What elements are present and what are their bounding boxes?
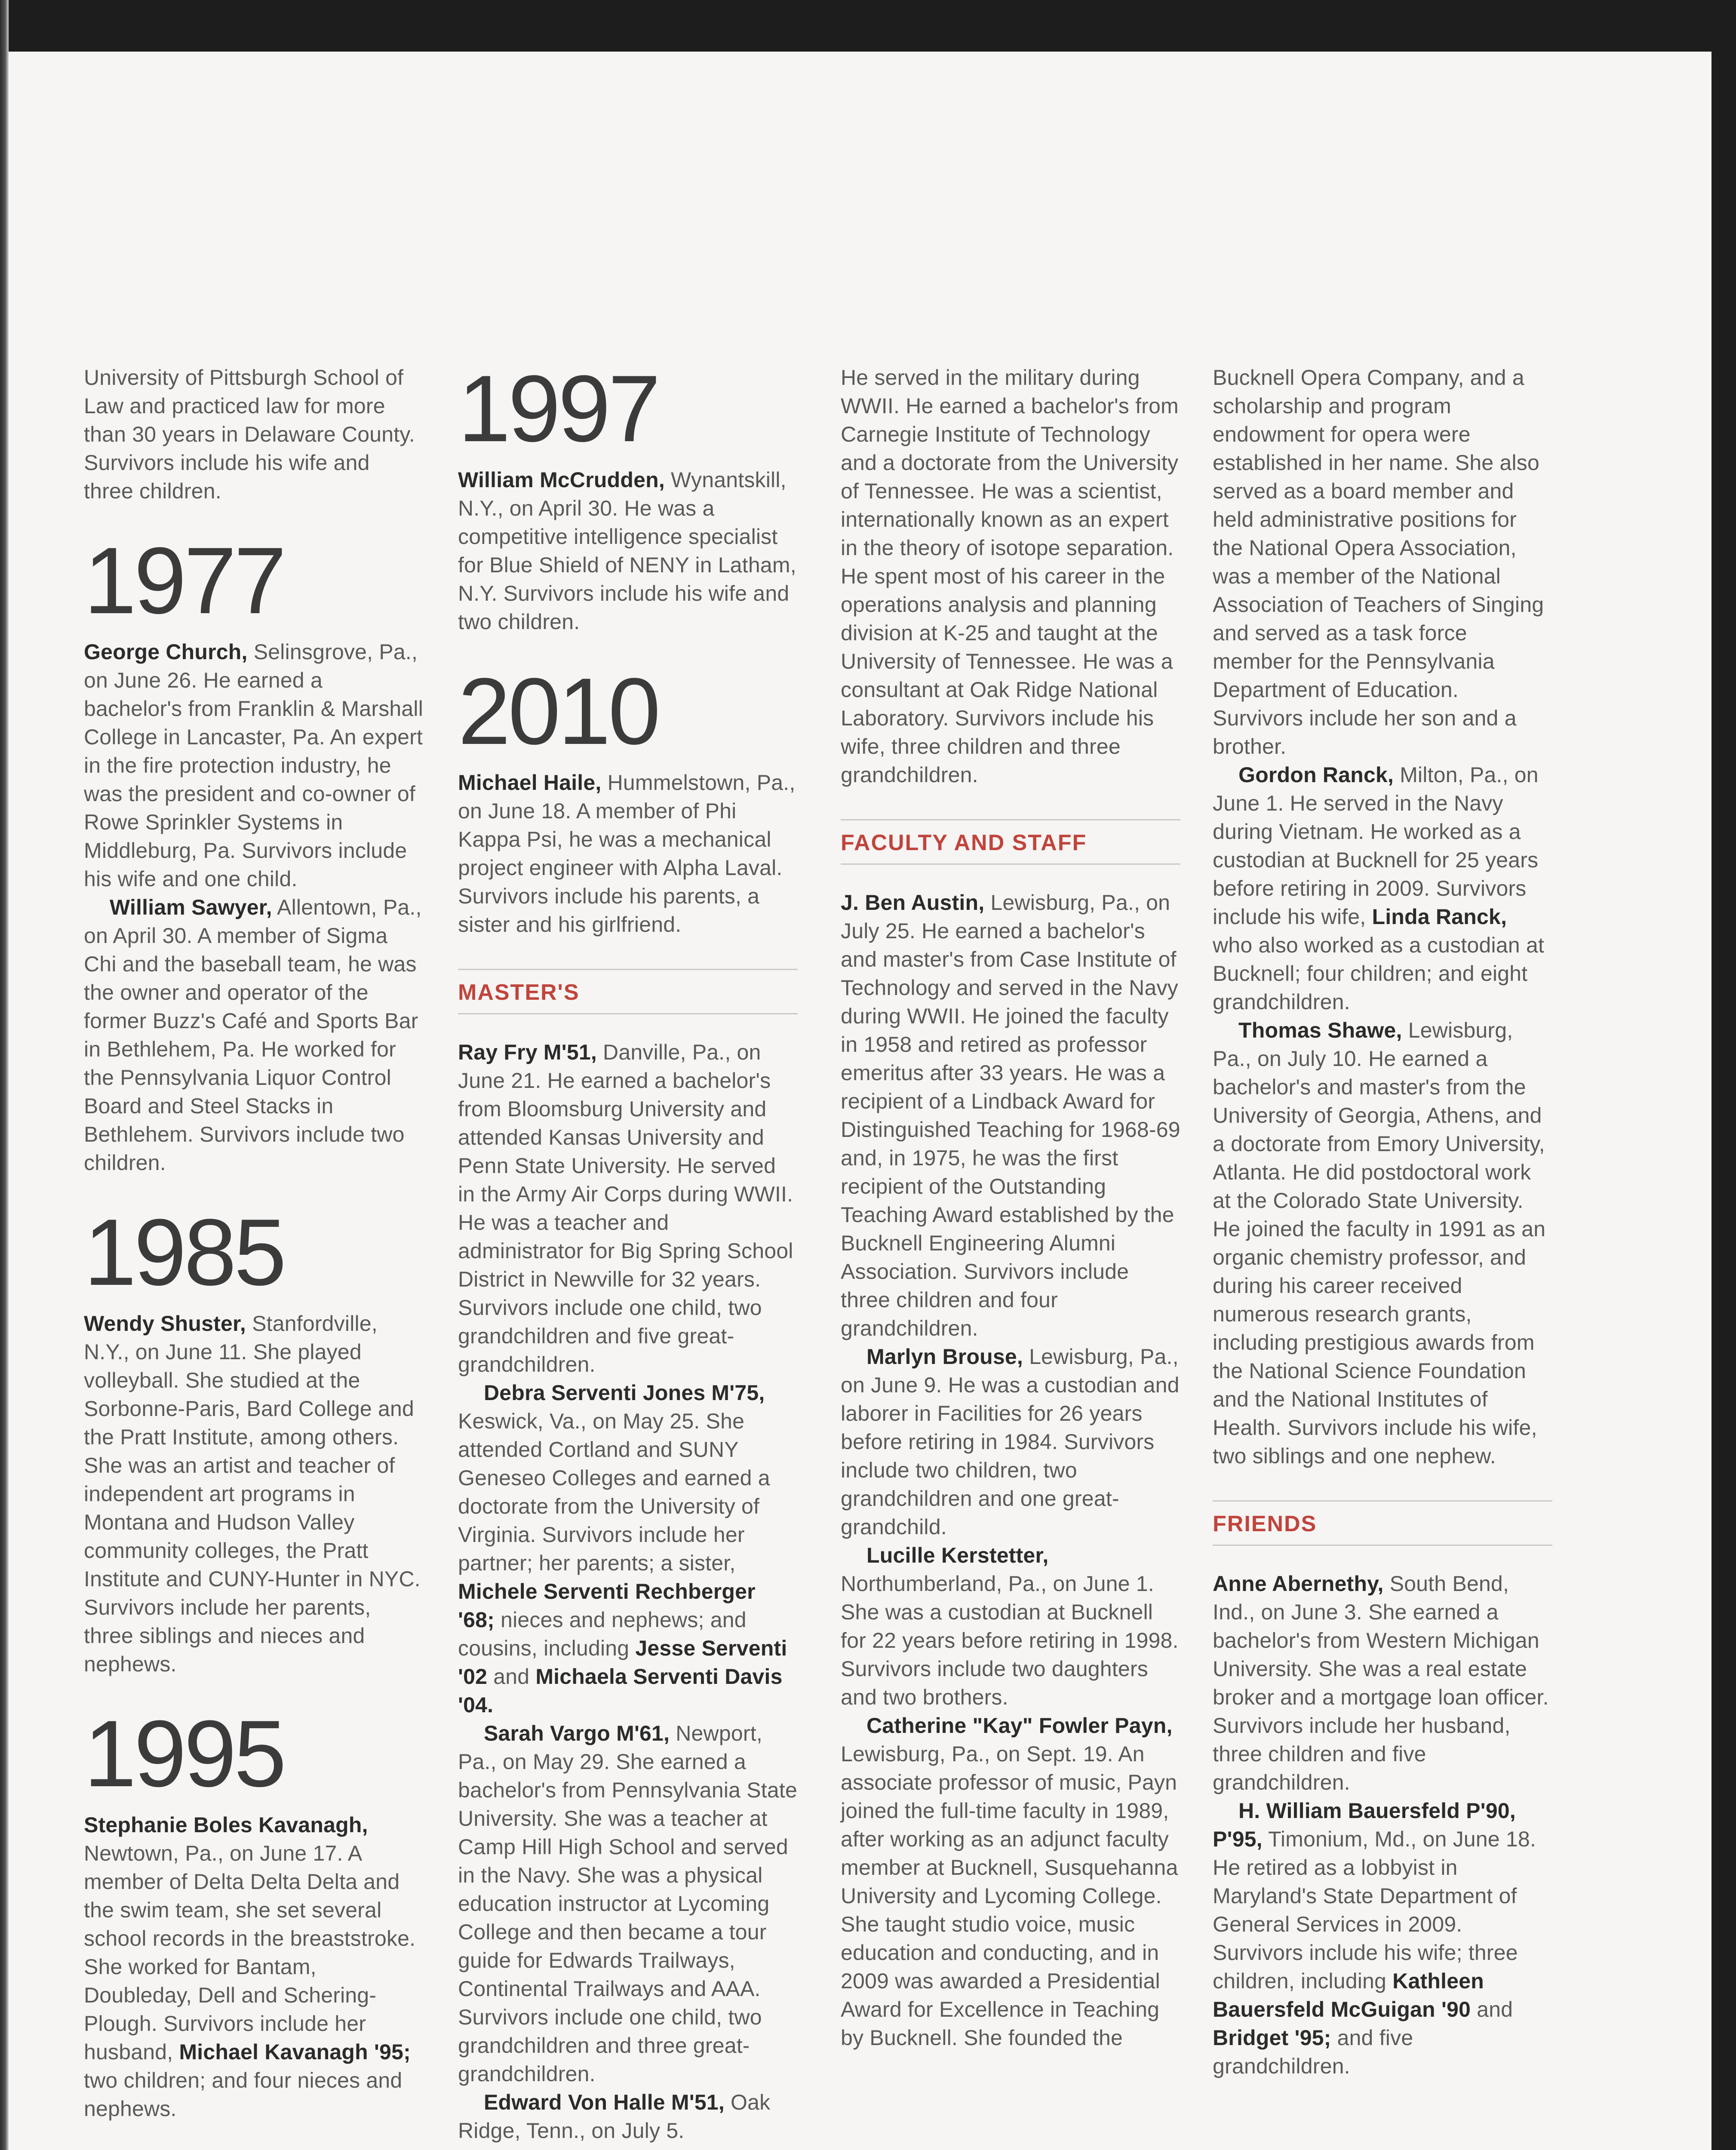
- obituary-name: Edward Von Halle M'51,: [484, 2090, 725, 2114]
- obituary-text: Oak Ridge, Tenn., on July 5.: [458, 2090, 771, 2143]
- obituary-entry: [458, 1719, 798, 2088]
- obituary-name: Gordon Ranck,: [1238, 763, 1394, 787]
- obituary-name: Sarah Vargo M'61,: [484, 1721, 670, 1745]
- column-3: [841, 363, 1180, 2052]
- obituary-text: Hummelstown, Pa., on June 18. A member of Phi Kappa Psi, he was a mechanical project engineer with Alpha Laval. Survivors include his parents, a sister and his girlfriend.: [458, 771, 796, 937]
- obituary-name: Stephanie Boles Kavanagh,: [84, 1813, 368, 1837]
- obituary-entry: [1213, 1016, 1552, 1470]
- obituary-entry: [1213, 1797, 1552, 2080]
- obituary-text: Stanfordville, N.Y., on June 11. She played volleyball. She studied at the Sorbonne-Paris, Bard College and the Pratt Institute, among others. She was an artist and teacher of independent art programs in Montana and Hudson Valley community colleges, the Pratt Institute and CUNY-Hunter in NYC. Survivors include her parents, three siblings and nieces and nephews.: [84, 1312, 421, 1676]
- obituary-text: Lewisburg, Pa., on July 25. He earned a bachelor's and master's from Case Institute of Technology and served in the Navy during WWII. He joined the faculty in 1958 and retired as professor emeritus after 33 years. He was a recipient of a Lindback Award for Distinguished Teaching for 1968-69 and, in 1975, he was the first recipient of the Outstanding Teaching Award established by the Bucknell Engineering Alumni Association. Survivors include three children and four grandchildren.: [841, 891, 1180, 1340]
- obituary-text: and: [487, 1665, 536, 1689]
- section-heading-masters: MASTER'S: [458, 969, 798, 1014]
- obituary-text: two children; and four nieces and nephews.: [84, 2068, 403, 2121]
- relative-name: Kathleen Bauersfeld McGuigan '90: [1213, 1969, 1484, 2021]
- obituary-entry: [84, 1309, 424, 1678]
- obituary-entry: [84, 893, 424, 1177]
- obituary-name: George Church,: [84, 640, 248, 664]
- obituary-text: Newport, Pa., on May 29. She earned a bachelor's from Pennsylvania State University. She was a teacher at Camp Hill High School and served in the Navy. She was a physical education instructor at Lycoming College and then became a tour guide for Edwards Trailways, Continental Trailways and AAA. Survivors include one child, two grandchildren and three great-grandchildren.: [458, 1721, 797, 2086]
- obituary-text: and: [1471, 1997, 1513, 2021]
- obituary-name: Marlyn Brouse,: [866, 1345, 1023, 1369]
- section-heading-faculty-staff: FACULTY AND STAFF: [841, 819, 1180, 865]
- obituary-name: Ray Fry M'51,: [458, 1040, 597, 1064]
- column-2: [458, 356, 798, 2145]
- relative-name: Bridget '95;: [1213, 2026, 1331, 2050]
- section-heading-friends: FRIENDS: [1213, 1500, 1552, 1546]
- obituary-text: Newtown, Pa., on June 17. A member of Delta Delta Delta and the swim team, she set several school records in the breaststroke. She worked for Bantam, Doubleday, Dell and Schering-Plough. Survivors include her husband,: [84, 1841, 416, 2064]
- obituary-name: Catherine "Kay" Fowler Payn,: [866, 1714, 1173, 1738]
- obituary-text: Selinsgrove, Pa., on June 26. He earned a bachelor's from Franklin & Marshall College in Lancaster, Pa. An expert in the fire protection industry, he was the president and co-owner of Rowe Sprinkler Systems in Middleburg, Pa. Survivors include his wife and one child.: [84, 640, 424, 891]
- obituary-entry: [458, 1379, 798, 1719]
- obituary-entry: [1213, 761, 1552, 1016]
- obituary-entry: [458, 768, 798, 939]
- class-year-heading: 1977: [84, 528, 284, 633]
- obituary-name: Thomas Shawe,: [1238, 1018, 1402, 1042]
- obituary-name: Michael Haile,: [458, 771, 602, 795]
- obituary-name: Wendy Shuster,: [84, 1312, 246, 1336]
- class-year-heading: 2010: [458, 658, 658, 764]
- obituary-entry: [841, 1541, 1180, 1711]
- obituary-continued: Bucknell Opera Company, and a scholarship and program endowment for opera were established in her name. She also served as a board member and held administrative positions for the National Opera Association, was a member of the National Association of Teachers of Singing and served as a task force member for the Pennsylvania Department of Education. Survivors include her son and a brother.: [1213, 366, 1544, 759]
- obituary-name: William McCrudden,: [458, 468, 665, 492]
- relative-name: Linda Ranck,: [1372, 905, 1507, 929]
- relative-name: Michael Kavanagh '95;: [179, 2040, 411, 2064]
- obituary-text: who also worked as a custodian at Bucknell; four children; and eight grandchildren.: [1213, 933, 1544, 1014]
- obituary-name: Lucille Kerstetter,: [866, 1543, 1049, 1567]
- obituary-name: William Sawyer,: [110, 895, 272, 919]
- obituary-text: nieces and nephews; and cousins, including: [458, 1608, 747, 1660]
- obituary-text: and five grandchildren.: [1213, 2026, 1413, 2078]
- obituary-continued: University of Pittsburgh School of Law and practiced law for more than 30 years in Delaware County. Survivors include his wife and three children.: [84, 366, 415, 503]
- obituary-entry: [841, 1711, 1180, 2052]
- obituary-name: Debra Serventi Jones M'75,: [484, 1381, 765, 1405]
- relative-name: Michaela Serventi Davis '04.: [458, 1665, 783, 1717]
- obituary-text: Lewisburg, Pa., on July 10. He earned a bachelor's and master's from the University of Georgia, Athens, and a doctorate from Emory University, Atlanta. He did postdoctoral work at the Colorado State University. He joined the faculty in 1991 as an organic chemistry professor, and during his career received numerous research grants, including prestigious awards from the National Science Foundation and the National Institutes of Health. Survivors include his wife, two siblings and one nephew.: [1213, 1018, 1546, 1468]
- obituary-entry: [458, 466, 798, 636]
- obituary-entry: [1213, 1570, 1552, 1797]
- obituary-text: Wynantskill, N.Y., on April 30. He was a competitive intelligence specialist for Blue Shield of NENY in Latham, N.Y. Survivors include his wife and two children.: [458, 468, 796, 634]
- obituary-name: Anne Abernethy,: [1213, 1572, 1384, 1596]
- column-1: [84, 363, 424, 2123]
- obituary-entry: [841, 1342, 1180, 1541]
- obituary-continued: He served in the military during WWII. He earned a bachelor's from Carnegie Institute of Technology and a doctorate from the University of Tennessee. He was a scientist, internationally known as an expert in the theory of isotope separation. He spent most of his career in the operations analysis and planning division at K-25 and taught at the University of Tennessee. He was a consultant at Oak Ridge National Laboratory. Survivors include his wife, three children and three grandchildren.: [841, 366, 1179, 787]
- obituary-text: South Bend, Ind., on June 3. She earned a bachelor's from Western Michigan University. She was a real estate broker and a mortgage loan officer. Survivors include her husband, three children and five grandchildren.: [1213, 1572, 1549, 1794]
- class-year-heading: 1985: [84, 1199, 284, 1305]
- relative-name: Jesse Serventi '02: [458, 1636, 787, 1689]
- obituary-text: Lewisburg, Pa., on June 9. He was a custodian and laborer in Facilities for 26 years before retiring in 1984. Survivors include two children, two grandchildren and one great-grandchild.: [841, 1345, 1180, 1539]
- obituary-text: Lewisburg, Pa., on Sept. 19. An associate professor of music, Payn joined the full-time faculty in 1989, after working as an adjunct faculty member at Bucknell, Susquehanna University and Lycoming College. She taught studio voice, music education and conducting, and in 2009 was awarded a Presidential Award for Excellence in Teaching by Bucknell. She founded the: [841, 1742, 1178, 2050]
- obituary-text: Milton, Pa., on June 1. He served in the Navy during Vietnam. He worked as a custodian at Bucknell for 25 years before retiring in 2009. Survivors include his wife,: [1213, 763, 1539, 929]
- obituary-text: Timonium, Md., on June 18. He retired as a lobbyist in Maryland's State Department of General Services in 2009. Survivors include his wife; three children, including: [1213, 1827, 1536, 1993]
- obituary-entry: [84, 638, 424, 893]
- obituary-name: H. William Bauersfeld P'90, P'95,: [1213, 1799, 1516, 1851]
- class-year-heading: 1995: [84, 1701, 284, 1806]
- obituary-name: J. Ben Austin,: [841, 891, 985, 915]
- obituary-text: Northumberland, Pa., on June 1. She was a custodian at Bucknell for 22 years before retiring in 1998. Survivors include two daughters and two brothers.: [841, 1572, 1179, 1709]
- obituary-entry: [458, 2088, 798, 2145]
- obituary-text: Allentown, Pa., on April 30. A member of Sigma Chi and the baseball team, he was the owner and operator of the former Buzz's Café and Sports Bar in Bethlehem, Pa. He worked for the Pennsylvania Liquor Control Board and Steel Stacks in Bethlehem. Survivors include two children.: [84, 895, 422, 1175]
- obituary-text: Keswick, Va., on May 25. She attended Cortland and SUNY Geneseo Colleges and earned a doctorate from the University of Virginia. Survivors include her partner; her parents; a sister,: [458, 1409, 770, 1575]
- obituary-entry: [458, 1038, 798, 1379]
- relative-name: Michele Serventi Rechberger '68;: [458, 1579, 756, 1632]
- column-4: [1213, 363, 1552, 2080]
- class-year-heading: 1997: [458, 356, 658, 461]
- scan-top-band: [0, 0, 1736, 52]
- obituary-entry: [841, 888, 1180, 1342]
- binding-gutter: [0, 0, 9, 2150]
- obituary-text: Danville, Pa., on June 21. He earned a bachelor's from Bloomsburg University and attended Kansas University and Penn State University. He served in the Army Air Corps during WWII. He was a teacher and administrator for Big Spring School District in Newville for 32 years. Survivors include one child, two grandchildren and five great-grandchildren.: [458, 1040, 793, 1376]
- obituary-entry: [84, 1811, 424, 2123]
